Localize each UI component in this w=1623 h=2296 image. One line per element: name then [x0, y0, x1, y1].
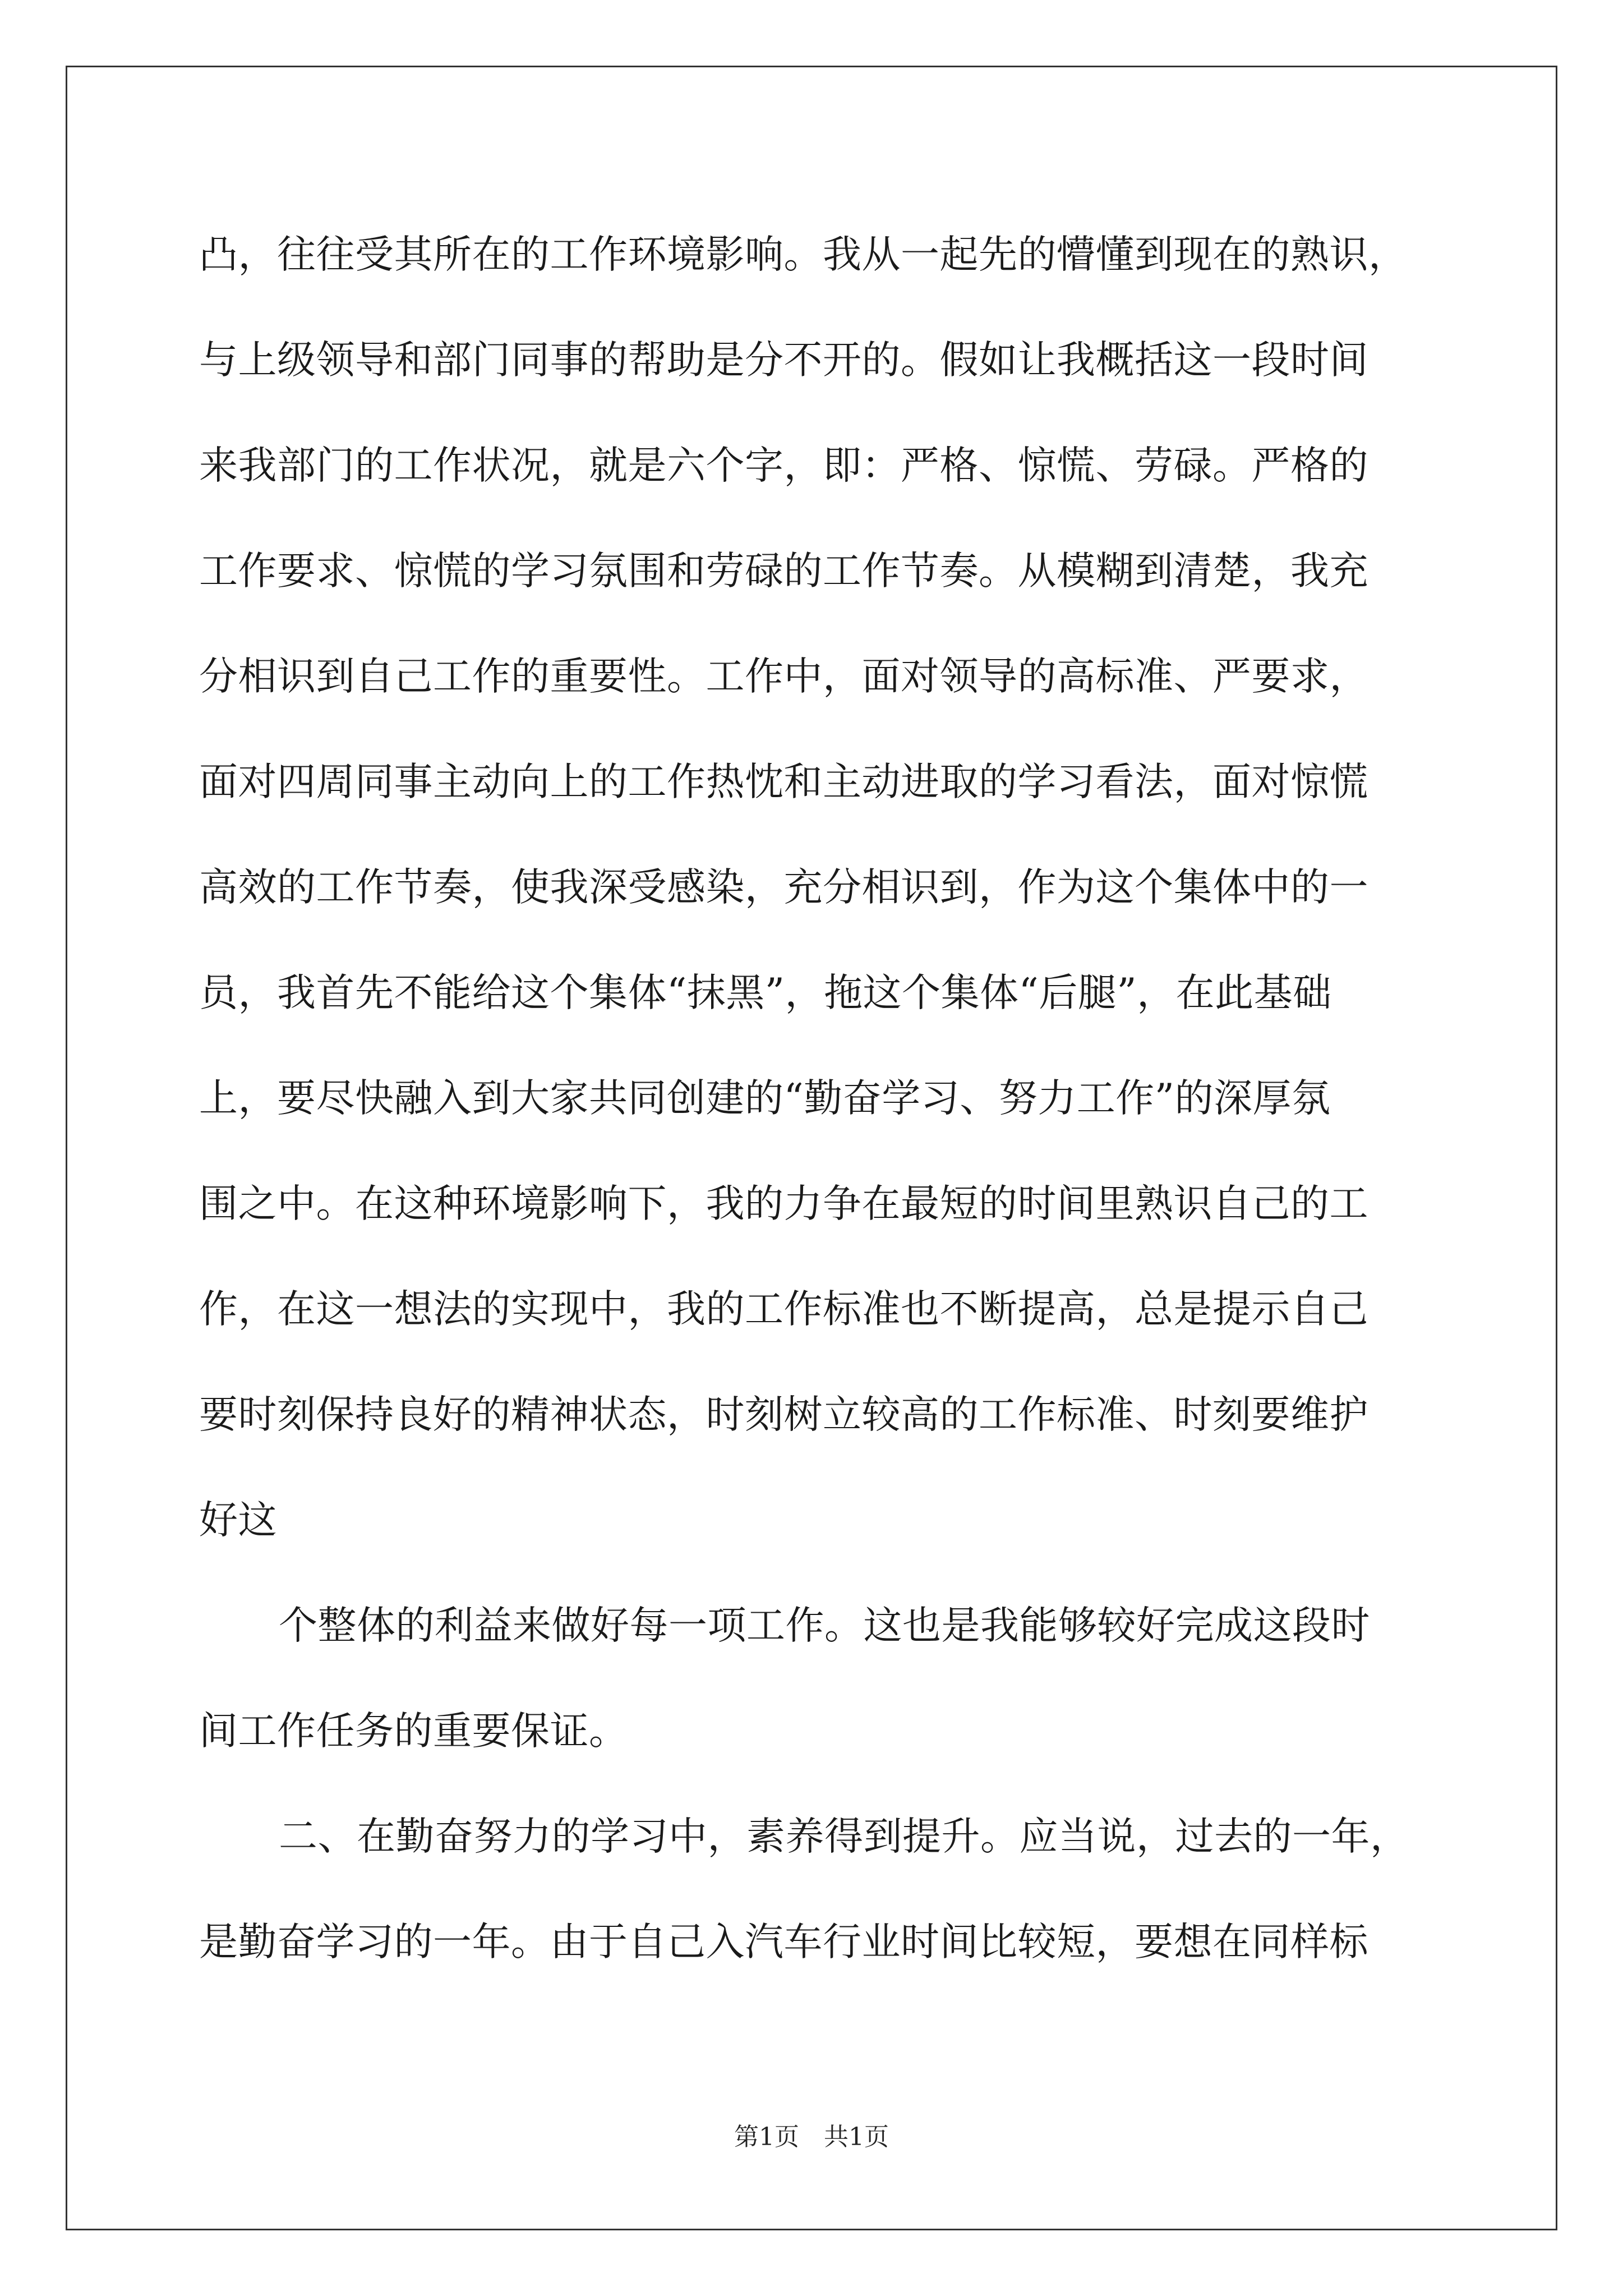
text-line: 凸，往往受其所在的工作环境影响。我从一起先的懵懂到现在的熟识，	[199, 232, 1408, 277]
text-line: 员，我首先不能给这个集体“抹黑”，拖这个集体“后腿”，在此基础	[199, 970, 1332, 1015]
text-line: 要时刻保持良好的精神状态，时刻树立较高的工作标准、时刻要维护	[199, 1392, 1368, 1437]
text-line: 与上级领导和部门同事的帮助是分不开的。假如让我概括这一段时间	[199, 338, 1368, 383]
text-line: 好这	[199, 1498, 277, 1543]
text-line: 来我部门的工作状况，就是六个字，即：严格、惊慌、劳碌。严格的	[199, 443, 1368, 488]
text-line: 高效的工作节奏，使我深受感染，充分相识到，作为这个集体中的一	[199, 865, 1368, 910]
text-line: 工作要求、惊慌的学习氛围和劳碌的工作节奏。从模糊到清楚，我充	[199, 549, 1368, 593]
text-line: 间工作任务的重要保证。	[199, 1709, 628, 1754]
text-line: 面对四周同事主动向上的工作热忱和主动进取的学习看法，面对惊慌	[199, 760, 1368, 804]
text-line: 分相识到自己工作的重要性。工作中，面对领导的高标准、严要求，	[199, 654, 1368, 699]
paragraph-first-line: 二、在勤奋努力的学习中，素养得到提升。应当说，过去的一年，	[279, 1814, 1409, 1859]
page-number-footer: 第1页 共1页	[734, 2123, 889, 2151]
text-line: 围之中。在这种环境影响下，我的力争在最短的时间里熟识自己的工	[199, 1181, 1368, 1226]
text-line: 上，要尽快融入到大家共同创建的“勤奋学习、努力工作”的深厚氛	[199, 1076, 1331, 1121]
paragraph-first-line: 个整体的利益来做好每一项工作。这也是我能够较好完成这段时	[279, 1603, 1370, 1648]
document-body	[199, 202, 1436, 1995]
text-line: 是勤奋学习的一年。由于自己入汽车行业时间比较短，要想在同样标	[199, 1920, 1368, 1964]
text-line: 作，在这一想法的实现中，我的工作标准也不断提高，总是提示自己	[199, 1287, 1368, 1332]
